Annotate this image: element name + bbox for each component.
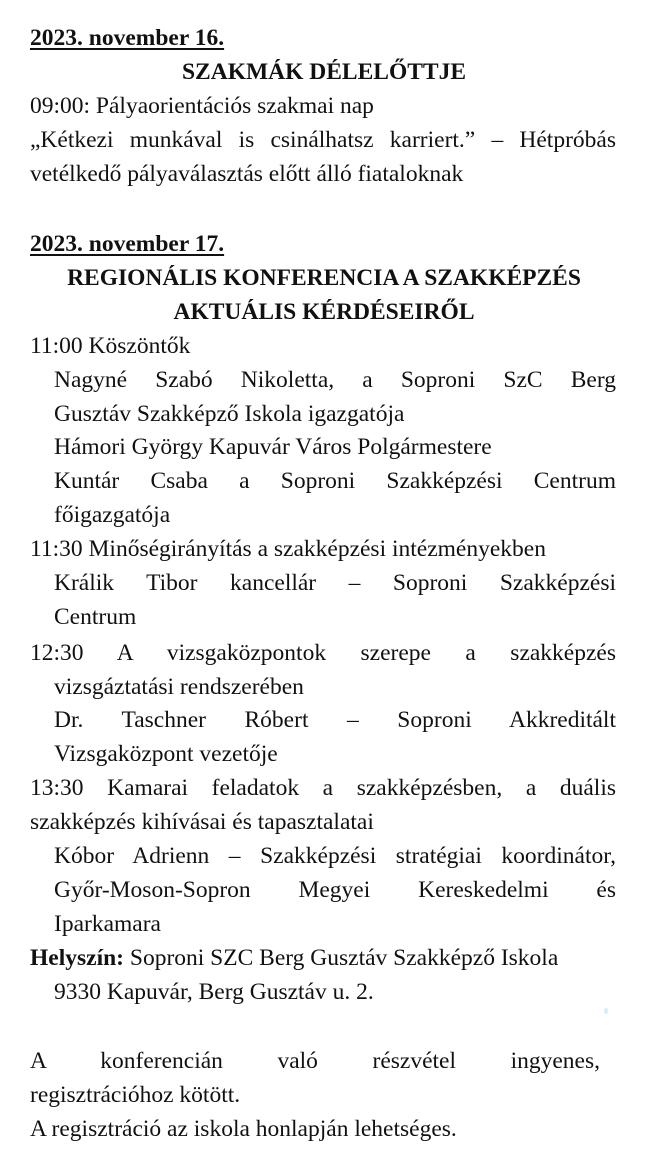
speaker-line: Kuntár Csaba a Soproni Szakképzési Centrum [54, 468, 616, 494]
speaker-line: Kóbor Adrienn – Szakképzési stratégiai koordinátor, [54, 843, 616, 869]
date-nov-16: 2023. november 16. [30, 25, 225, 51]
note-line: A regisztráció az iskola honlapján lehetséges. [30, 1116, 457, 1142]
speaker-line: Iparkamara [54, 911, 161, 937]
speaker-line: főigazgatója [54, 502, 171, 528]
program-time-line: 11:30 Minőségirányítás a szakképzési intézményekben [30, 536, 546, 562]
venue-line [30, 942, 558, 975]
speaker-line: Vizsgaközpont vezetője [54, 741, 278, 767]
speaker-line: Dr. Taschner Róbert – Soproni Akkreditált [54, 707, 616, 733]
speaker-line: Nagyné Szabó Nikoletta, a Soproni SzC Berg [54, 367, 616, 393]
program-continuation-line: vizsgáztatási rendszerében [54, 674, 304, 700]
scan-speck [604, 1008, 608, 1014]
venue-label: Helyszín: [30, 945, 124, 971]
note-line: A konferencián való részvétel ingyenes, [30, 1048, 600, 1074]
day1-line: vetélkedő pályaválasztás előtt álló fiataloknak [30, 161, 464, 187]
heading-szakmak-delelottje: SZAKMÁK DÉLELŐTTJE [181, 59, 467, 85]
program-time-line: 13:30 Kamarai feladatok a szakképzésben, a duális [30, 775, 616, 801]
program-continuation-line: szakképzés kihívásai és tapasztalatai [30, 809, 374, 835]
note-line: regisztrációhoz kötött. [30, 1082, 241, 1108]
speaker-line: Hámori György Kapuvár Város Polgármestere [54, 434, 492, 460]
speaker-line: Králik Tibor kancellár – Soproni Szakképzési [54, 570, 616, 596]
day1-line: „Kétkezi munkával is csinálhatsz karriert.” – Hétpróbás [30, 127, 616, 153]
conference-heading-line1: REGIONÁLIS KONFERENCIA A SZAKKÉPZÉS [67, 265, 581, 291]
speaker-line: Gusztáv Szakképző Iskola igazgatója [54, 401, 405, 427]
program-time-line: 12:30 A vizsgaközpontok szerepe a szakképzés [30, 640, 616, 666]
conference-heading-line2: AKTUÁLIS KÉRDÉSEIRŐL [173, 299, 475, 325]
speaker-line: Centrum [54, 604, 137, 630]
venue-address: 9330 Kapuvár, Berg Gusztáv u. 2. [54, 979, 374, 1005]
program-time-line: 11:00 Köszöntők [30, 333, 191, 359]
date-nov-17: 2023. november 17. [30, 231, 225, 257]
day1-line: 09:00: Pályaorientációs szakmai nap [30, 93, 374, 119]
venue-name: Soproni SZC Berg Gusztáv Szakképző Iskola [124, 945, 559, 971]
speaker-line: Győr-Moson-Sopron Megyei Kereskedelmi és [54, 877, 616, 903]
